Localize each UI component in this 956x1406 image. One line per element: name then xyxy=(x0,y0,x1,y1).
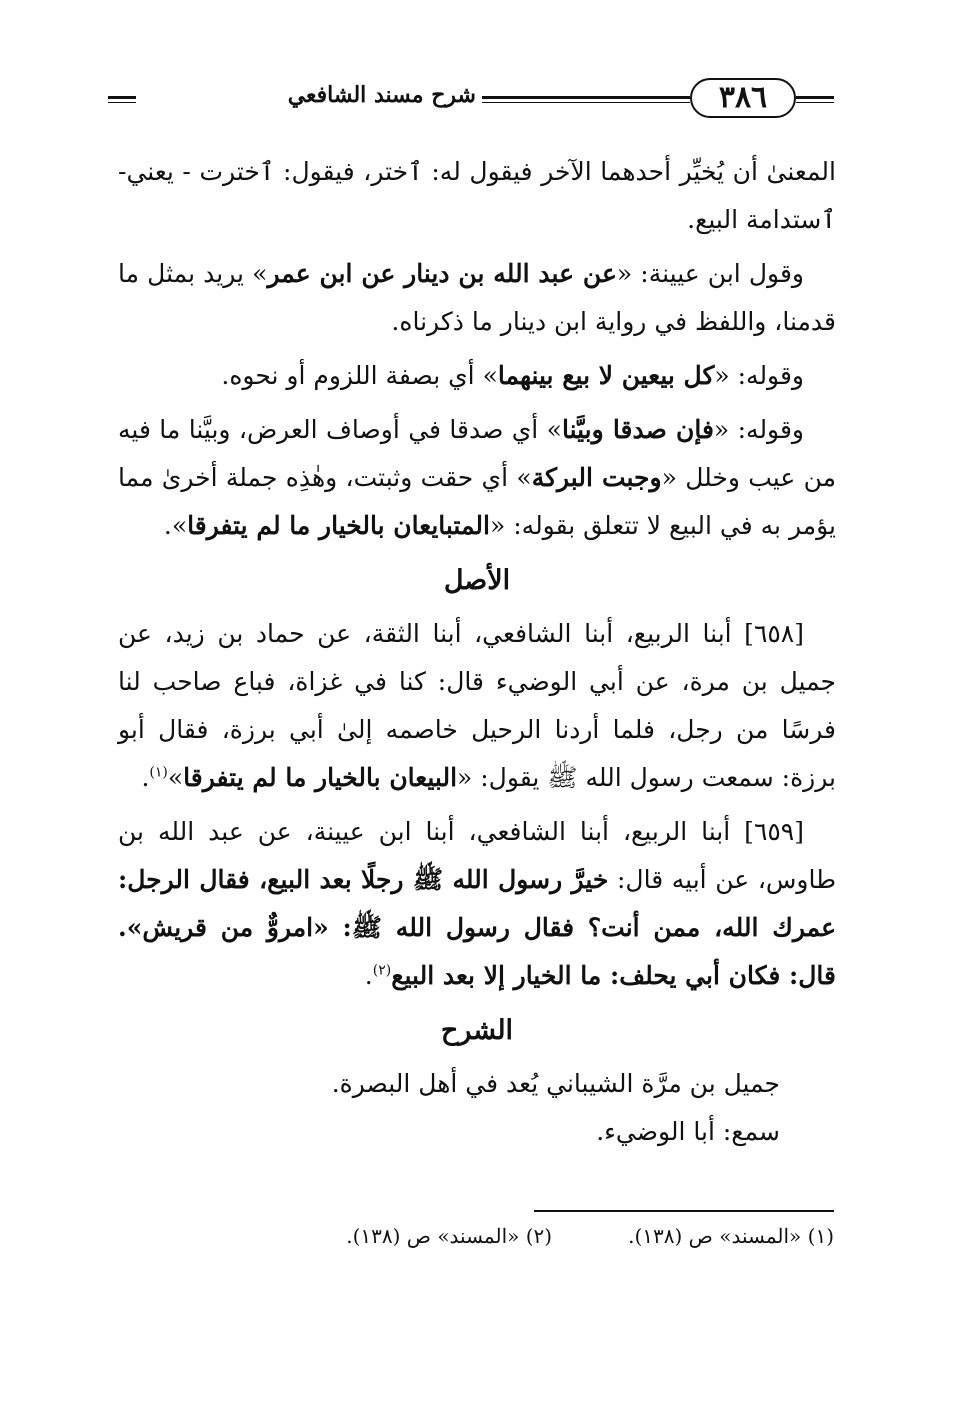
footnote-1: (١) «المسند» ص (١٣٨). xyxy=(628,1224,834,1248)
section-heading-asl: الأصل xyxy=(443,565,511,596)
paragraph-ibn-uyaynah xyxy=(118,250,836,346)
text-segment: » أي حقت وثبتت، وهٰذِه جملة أخرىٰ مما يؤمر به في البيع لا تتعلق بقوله: « xyxy=(118,463,836,540)
page-content xyxy=(118,148,836,1156)
bold-quote: كل بيعين لا بيع بينهما xyxy=(497,361,715,390)
footnote-separator xyxy=(534,1210,834,1212)
text-segment: [٦٥٩] أبنا الربيع، أبنا الشافعي، أبنا ابن عيينة، عن عبد الله بن طاوس، عن أبيه قال: xyxy=(118,817,836,894)
running-title: شرح مسند الشافعي xyxy=(287,82,476,108)
section-heading-sharh: الشرح xyxy=(440,1015,514,1046)
bold-quote: وجبت البركة xyxy=(531,463,662,492)
text-segment: وقوله: « xyxy=(714,361,804,390)
page-header xyxy=(108,72,834,124)
footnote-2: (٢) «المسند» ص (١٣٨). xyxy=(346,1224,553,1248)
text-segment: ». xyxy=(163,511,188,540)
header-rule-right xyxy=(796,96,834,103)
text-segment: » xyxy=(167,763,184,792)
bold-quote: خيرَّ رسول الله ﷺ رجلًا بعد البيع، فقال الرجل: عمرك الله، ممن أنت؟ فقال رسول الله ﷺ: «امروٌّ من قريش». قال: فكان أبي يحلف: ما الخيار إلا بعد البيع xyxy=(118,865,836,990)
text-segment: [٦٥٨] أبنا الربيع، أبنا الشافعي، أبنا الثقة، عن حماد بن زيد، عن جميل بن مرة، عن أبي الوضيء قال: كنا في غزاة، فباع صاحب لنا فرسًا من رجل، فلما أردنا الرحيل خاصمه إلىٰ أبي برزة، فقال أبو برزة: سمعت رسول الله ﷺ يقول: « xyxy=(118,619,836,792)
bold-quote: المتبايعان بالخيار ما لم يتفرقا xyxy=(187,511,490,540)
sharh-line-2: سمع: أبا الوضيء. xyxy=(596,1117,780,1146)
text-segment: » أي بصفة اللزوم أو نحوه. xyxy=(221,361,498,390)
bold-quote: البيعان بالخيار ما لم يتفرقا xyxy=(183,763,458,792)
text-segment: وقول ابن عيينة: « xyxy=(616,259,804,288)
paragraph-text: المعنىٰ أن يُخيِّر أحدهما الآخر فيقول له: ٱختر، فيقول: ٱخترت - يعني- ٱستدامة البيع. xyxy=(118,157,836,234)
hadith-659 xyxy=(118,808,836,1000)
bold-quote: فإن صدقا وبيَّنا xyxy=(561,415,714,444)
paragraph-meaning xyxy=(118,148,836,244)
text-segment: . xyxy=(141,763,150,792)
text-segment: . xyxy=(364,961,373,990)
page-number: ٣٨٦ xyxy=(718,80,768,115)
footnote-marker-1[interactable]: (١) xyxy=(149,764,168,781)
bold-quote: عن عبد الله بن دينار عن ابن عمر xyxy=(267,259,617,288)
paragraph-sadaqa-wa-bayyana xyxy=(118,406,836,550)
text-segment: » يريد بمثل ما قدمنا، واللفظ في رواية ابن دينار ما ذكرناه. xyxy=(118,259,836,336)
page-number-badge xyxy=(690,78,796,118)
header-rule-left xyxy=(108,96,136,103)
hadith-658 xyxy=(118,610,836,802)
paragraph-kull-bayyiayn xyxy=(118,352,836,400)
footnotes xyxy=(194,1222,834,1250)
footnote-marker-2[interactable]: (٢) xyxy=(372,962,392,979)
header-rule-middle xyxy=(482,96,690,103)
text-segment: وقوله: « xyxy=(713,415,804,444)
sharh-line-1: جميل بن مرَّة الشيباني يُعد في أهل البصرة. xyxy=(331,1069,780,1098)
text-segment: » أي صدقا في أوصاف العرض، وبيَّنا ما فيه من عيب وخلل « xyxy=(118,415,837,492)
